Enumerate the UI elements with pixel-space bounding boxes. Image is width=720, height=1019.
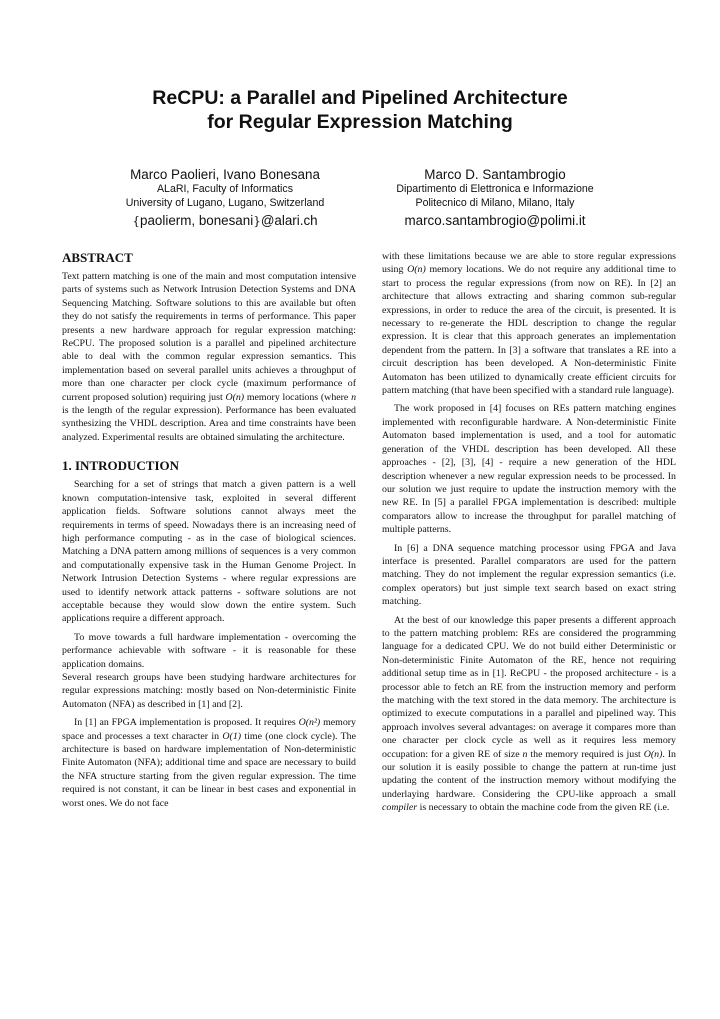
math-inline: O(n²) xyxy=(298,717,321,729)
intro-paragraph xyxy=(62,716,356,810)
math-inline: O(n) xyxy=(225,391,245,403)
title-line-1: ReCPU: a Parallel and Pipelined Architecture xyxy=(152,87,568,109)
email-users: paolierm, bonesani xyxy=(140,213,254,229)
intro-text-part: memory space and processes a text character in xyxy=(62,717,356,742)
author-block-2 xyxy=(360,166,630,229)
intro-paragraph: To move towards a full hardware implementation - overcoming the performance achievable with software - it is reasonable for these application domains. xyxy=(62,631,356,670)
author-email: marco.santambrogio@polimi.it xyxy=(404,213,586,229)
abstract-text-part: is the length of the regular expression). Performance has been evaluated synthesizing the VHDL description. Area and time constraints have been analyzed. Experimental results are obtained simulating the architecture. xyxy=(62,405,356,443)
emphasis-text: compiler xyxy=(382,802,418,814)
left-column xyxy=(62,250,356,810)
body-paragraph xyxy=(382,614,676,815)
right-column xyxy=(382,250,676,815)
email-brace-open: { xyxy=(132,214,141,229)
abstract-text xyxy=(62,270,356,444)
affiliation-line: Politecnico di Milano, Milano, Italy xyxy=(415,196,575,209)
title-line-2: for Regular Expression Matching xyxy=(207,111,513,133)
email-domain: @alari.ch xyxy=(260,213,318,229)
intro-text-part: time (one clock cycle). The architecture is based on hardware implementation of Non-deterministic Finite Automaton (NFA); additional time and space are necessary to build the NFA structure starting from the given regular expression. The time required is not constant, it can be linear in best cases and exponential in worst ones. We do not face xyxy=(62,730,356,809)
intro-paragraph: Several research groups have been studying hardware architectures for regular expressions matching: mostly based on Non-deterministic Finite Automaton (NFA) as described in [1] and [2]. xyxy=(62,671,356,710)
affiliation-line: Dipartimento di Elettronica e Informazione xyxy=(396,183,594,195)
math-inline: O(n) xyxy=(407,264,426,276)
author-email xyxy=(90,212,360,230)
paper-title xyxy=(60,86,660,134)
affiliation-line: ALaRI, Faculty of Informatics xyxy=(156,183,293,195)
body-text-part: . In our solution it is easily possible to change the pattern at run-time just updating the content of the instruction memory without modifying the underlaying hardware. Considering the CPU-like approach a small xyxy=(382,748,676,800)
abstract-text-part: memory locations (where xyxy=(244,391,352,403)
email-brace-close: } xyxy=(253,214,261,229)
math-inline: n xyxy=(522,748,528,760)
body-text-part: At the best of our knowledge this paper presents a different approach to the pattern matching problem: REs are considered the programming language for a dedicated CPU. We do not build either Deterministic or Non-deterministic Finite Automaton of the RE, hence not requiring additional setup time as in [1]. ReCPU - the proposed architecture - is a processor able to fetch an RE from the instruction memory and perform the matching with the text stored in the data memory. The architecture is optimized to execute computations in a parallel and pipelined way. This approach involves several advantages: on average it compares more than one character per clock cycle as well as it requires less memory occupation: for a given RE of size xyxy=(382,614,676,760)
body-paragraph: In [6] a DNA sequence matching processor using FPGA and Java interface is presented. Parallel comparators are used for the pattern matching. They do not implement the regular expression semantics (i.e. complex operators) but just simple text search based on exact string matching. xyxy=(382,542,676,608)
intro-paragraph: Searching for a set of strings that match a given pattern is a well known computation-intensive task, exploited in several different application fields. Software solutions cannot always meet the requirements in terms of speed. Nowadays there is an increasing need of high performance computing - as in the case of biological sciences. Matching a DNA pattern among millions of sequences is a very common and computationally expensive task in the Human Genome Project. In Network Intrusion Detection Systems - where regular expressions are used to identify network attack patterns - software solutions are not acceptable because they would slow down the entire system. Such applications require a different approach. xyxy=(62,479,356,625)
body-text-part: with these limitations because we are able to store regular expressions using xyxy=(382,251,676,276)
math-inline: O(1) xyxy=(222,730,242,742)
body-paragraph: The work proposed in [4] focuses on REs pattern matching engines implemented with reconfigurable hardware. A Non-deterministic Finite Automaton based implementation is used, and a tool for automatic generation of the VHDL description has been developed. All these approaches - [2], [3], [4] - require a new generation of the HDL description whenever a new regular expression needs to be processed. In our solution we just require to update the instruction memory with the new RE. In [5] a parallel FPGA implementation is described: multiple comparators allow to increase the throughput for parallel matching of multiple patterns. xyxy=(382,403,676,536)
abstract-text-part: Text pattern matching is one of the main and most computation intensive parts of systems such as Network Intrusion Detection Systems and DNA Sequencing Matching. Software solutions to this are available but often they do not satisfy the requirements in terms of performance. This paper presents a new hardware approach for regular expression matching: ReCPU. The proposed solution is a parallel and pipelined architecture able to deal with the common regular expression semantics. This implementation based on several parallel units achieves a throughput of more than one character per clock cycle (maximum performance of current proposed solution) requiring just xyxy=(62,271,356,403)
author-names: Marco Paolieri, Ivano Bonesana xyxy=(130,167,320,182)
abstract-heading: ABSTRACT xyxy=(62,250,133,265)
author-names: Marco D. Santambrogio xyxy=(424,167,566,182)
affiliation-line: University of Lugano, Lugano, Switzerland xyxy=(125,196,325,209)
math-inline: O(n) xyxy=(643,748,663,760)
body-text-part: is necessary to obtain the machine code from the given RE (i.e. xyxy=(417,802,670,814)
introduction-heading: 1. INTRODUCTION xyxy=(62,458,180,474)
body-text-part: memory locations. We do not require any additional time to start to process the regular expressions (from now on RE). In [2] an architecture that allows extracting and sharing common sub-regular expressions, in order to reduce the area of the circuit, is presented. It is necessary to re-generate the HDL description to change the regular expression. It is clear that this approach generates an implementation dependent from the pattern. In [3] a software that translates a RE into a circuit description has been developed. A Non-deterministic Finite Automaton has been utilized to dynamically create efficient circuits for pattern matching (that have been specified with a standard rule language). xyxy=(382,264,676,397)
intro-text-part: In [1] an FPGA implementation is proposed. It requires xyxy=(74,717,299,729)
author-block-1 xyxy=(90,166,360,230)
body-paragraph xyxy=(382,250,676,397)
math-inline: n xyxy=(351,391,356,403)
body-text-part: the memory required is just xyxy=(527,748,644,760)
